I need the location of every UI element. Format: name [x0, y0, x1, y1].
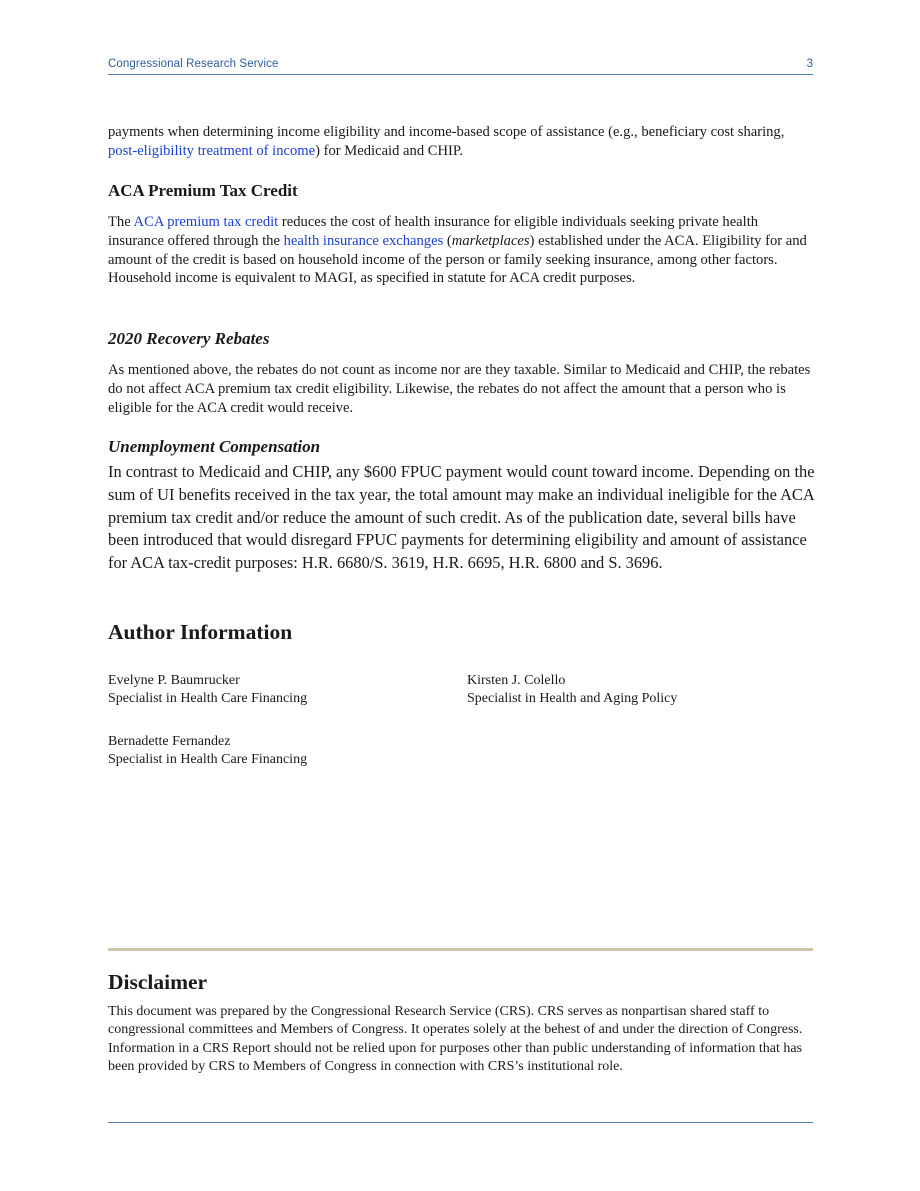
rebates-section-heading: 2020 Recovery Rebates — [108, 329, 270, 348]
rebates-section-body: As mentioned above, the rebates do not count as income nor are they taxable. Similar to Medicaid and CHIP, the rebates do not affect ACA premium tax credit eligibility. Likewise, the rebates do not affect the amount that a person who is eligible for the ACA credit would receive. — [108, 362, 811, 416]
uc-section — [108, 437, 816, 575]
author-card — [108, 733, 307, 768]
health-insurance-exchanges-link[interactable]: health insurance exchanges — [283, 232, 444, 249]
aca-text-1: The — [108, 214, 134, 230]
author-information-heading: Author Information — [108, 620, 293, 644]
page-number: 3 — [806, 58, 813, 70]
rebates-section — [108, 329, 816, 417]
author-name: Kirsten J. Colello — [467, 673, 566, 688]
disclaimer-separator — [108, 948, 813, 951]
author-name: Bernadette Fernandez — [108, 734, 231, 749]
author-information-section — [108, 620, 816, 644]
marketplaces-term: marketplaces — [451, 232, 530, 249]
intro-text-after-link: ) for Medicaid and CHIP. — [315, 142, 464, 159]
aca-text-3: ( — [443, 232, 452, 249]
aca-text-2: reduces the cost of health insurance for eligible individuals seeking private health insurance offered through the — [108, 214, 759, 249]
aca-section-heading: ACA Premium Tax Credit — [108, 181, 298, 200]
author-card — [108, 672, 307, 707]
author-title: Specialist in Health Care Financing — [108, 751, 308, 767]
disclaimer-section — [108, 970, 816, 1077]
uc-section-heading: Unemployment Compensation — [108, 437, 321, 456]
uc-section-body: In contrast to Medicaid and CHIP, any $600 FPUC payment would count toward income. Depending on the sum of UI benefits received in the tax year, the total amount may make an individual ineligible for the ACA premium tax credit and/or reduce the amount of such credit. As of the publication date, several bills have been introduced that would disregard FPUC payments for determining eligibility and amount of assistance for ACA tax-credit purposes: H.R. 6680/S. 3619, H.R. 6695, H.R. 6800 and S. 3696. — [108, 462, 815, 573]
running-header-source: Congressional Research Service — [108, 58, 279, 70]
author-title: Specialist in Health and Aging Policy — [467, 690, 678, 706]
disclaimer-heading: Disclaimer — [108, 970, 208, 994]
post-eligibility-link[interactable]: post-eligibility treatment of income — [108, 142, 316, 159]
aca-premium-tax-credit-link[interactable]: ACA premium tax credit — [133, 214, 279, 230]
aca-text-4: ) established under the ACA. Eligibility for and amount of the credit is based on household income of the person or family seeking insurance, among other factors. Household income is equivalent to MAGI, as specified in statute for ACA credit purposes. — [108, 232, 807, 287]
intro-paragraph — [108, 123, 816, 161]
author-name: Evelyne P. Baumrucker — [108, 673, 240, 688]
author-card — [467, 672, 677, 707]
author-title: Specialist in Health Care Financing — [108, 690, 308, 706]
aca-section-body — [108, 213, 816, 288]
intro-text-before-link: payments when determining income eligibility and income-based scope of assistance (e.g., beneficiary cost sharing, — [108, 124, 785, 140]
footer-rule — [108, 1122, 813, 1123]
header-rule — [108, 74, 813, 75]
aca-section — [108, 181, 816, 288]
disclaimer-body: This document was prepared by the Congressional Research Service (CRS). CRS serves as nonpartisan shared staff to congressional committees and Members of Congress. It operates solely at the behest of and under the direction of Congress. Information in a CRS Report should not be relied upon for purposes other than public understanding of information that has been provided by CRS to Members of Congress in connection with CRS’s institutional role. — [108, 1004, 803, 1075]
